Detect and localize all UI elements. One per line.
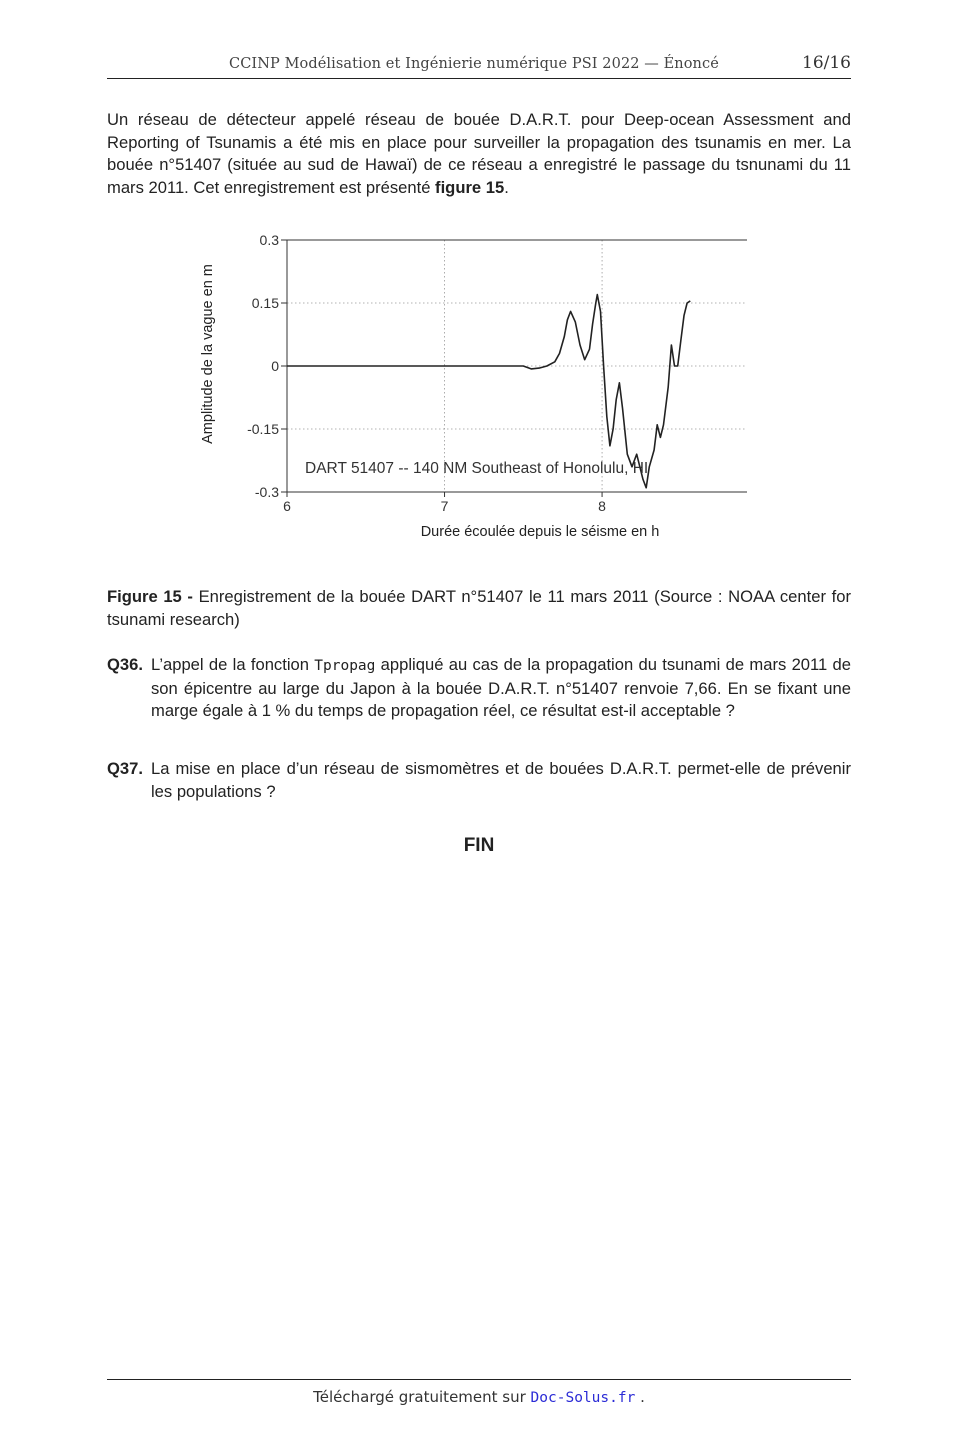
y-tick-label: 0.15	[251, 295, 279, 311]
footer-end: .	[635, 1388, 645, 1406]
figure-reference: figure 15	[435, 177, 505, 197]
question-number: Q37.	[107, 759, 143, 778]
y-tick-label: -0.3	[254, 484, 279, 500]
y-axis-label: Amplitude de la vague en m	[200, 264, 216, 444]
y-tick-label: 0.3	[259, 232, 279, 248]
question-text: La mise en place d’un réseau de sismomètres et de bouées D.A.R.T. permet-elle de prévenir les populations ?	[151, 759, 851, 801]
page-number: 16/16	[802, 53, 851, 73]
x-tick-label: 7	[440, 498, 449, 514]
x-axis-label: Durée écoulée depuis le séisme en h	[420, 524, 660, 540]
end-marker: FIN	[463, 835, 495, 856]
question-text	[151, 654, 851, 723]
intro-end: .	[504, 177, 509, 197]
figure-caption	[107, 586, 851, 631]
figure-15	[190, 225, 770, 555]
function-name: Tpropag	[314, 658, 376, 674]
x-tick-label: 6	[283, 498, 291, 514]
series-line-0	[287, 295, 690, 488]
question-text-part: L’appel de la fonction	[151, 655, 315, 674]
header-title: CCINP Modélisation et Ingénierie numérique PSI 2022 — Énoncé	[229, 56, 719, 72]
tsunami-chart	[190, 225, 770, 555]
page-footer	[0, 1388, 958, 1406]
caption-text: Enregistrement de la bouée DART n°51407 le 11 mars 2011 (Source : NOAA center for tsunami research)	[107, 587, 851, 629]
chart-annotation: DART 51407 -- 140 NM Southeast of Honolulu, HI	[305, 460, 649, 477]
footer-rule	[107, 1379, 851, 1380]
footer-text: Téléchargé gratuitement sur	[313, 1388, 531, 1406]
caption-label: Figure 15 -	[107, 587, 193, 606]
question-number: Q36.	[107, 655, 143, 674]
question-36	[107, 654, 851, 750]
question-text-part: appliqué au cas de la propagation du tsunami de mars 2011 de son épicentre au large du Japon à la bouée D.A.R.T. n°51407 renvoie 7,66. En se fixant une marge égale à 1 % du temps de propagation réel, ce résultat est-il acceptable ?	[151, 655, 851, 721]
question-37	[107, 758, 851, 806]
page-header	[107, 52, 851, 79]
doc-solus-link[interactable]: Doc-Solus.fr	[530, 1390, 636, 1406]
y-tick-label: -0.15	[247, 421, 279, 437]
x-tick-label: 8	[598, 498, 606, 514]
y-tick-label: 0	[271, 358, 279, 374]
intro-text: Un réseau de détecteur appelé réseau de bouée D.A.R.T. pour Deep-ocean Assessment and Reporting of Tsunamis a été mis en place pour surveiller la propagation des tsunamis en mer. La bouée n°51407 (située au sud de Hawaï) de ce réseau a enregistré le passage du tsnunami du 11 mars 2011. Cet enregistrement est présenté	[107, 110, 851, 197]
intro-paragraph	[107, 109, 851, 199]
